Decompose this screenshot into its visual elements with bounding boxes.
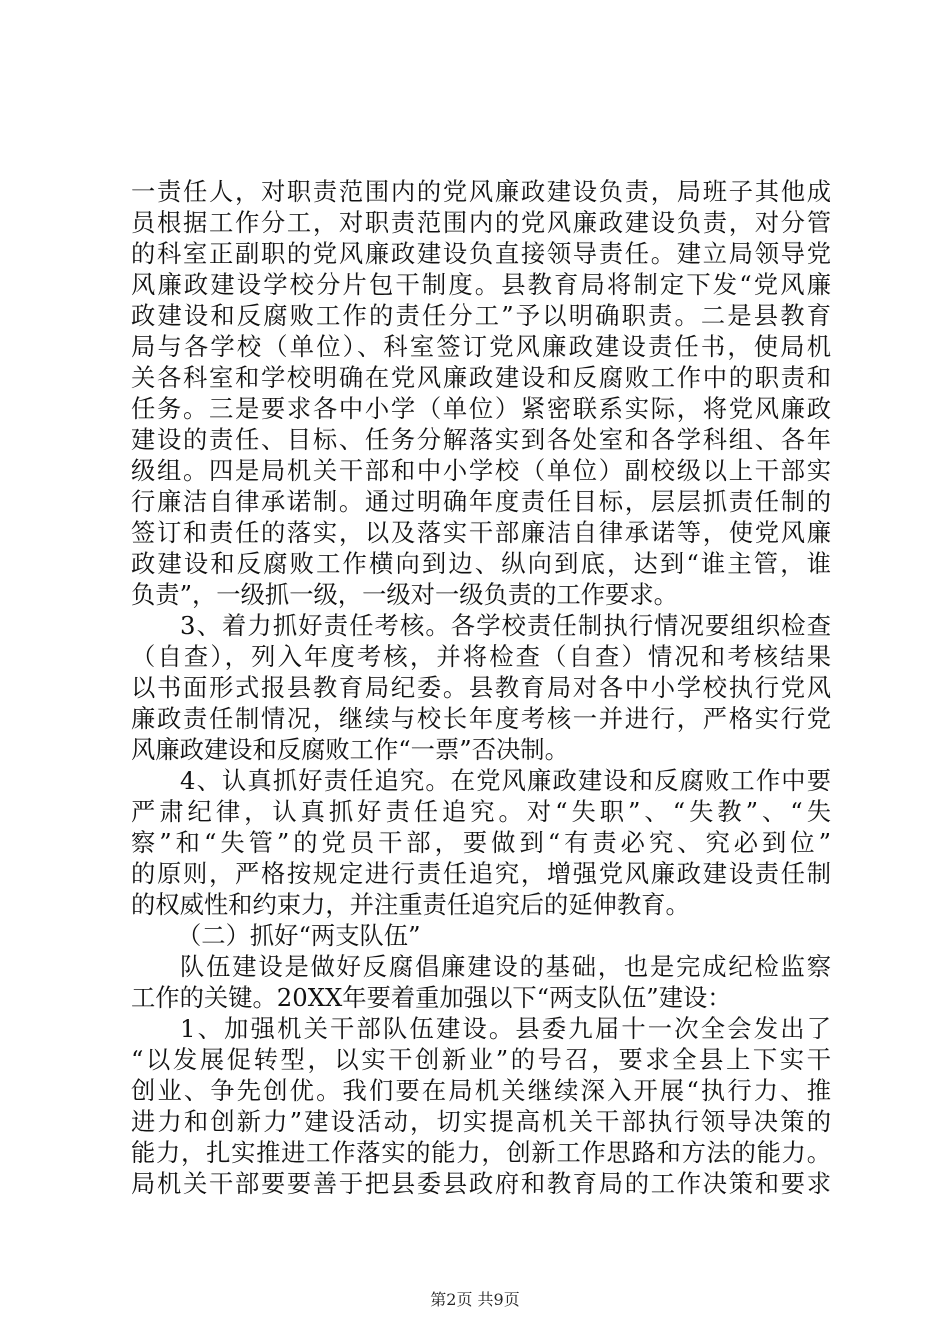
text-line: 局机关干部要要善于把县委县政府和教育局的工作决策和要求 [131,1169,831,1198]
text-line: 级组。四是局机关干部和中小学校（单位）副校级以上干部实 [131,456,831,485]
text-line: 任务。三是要求各中小学（单位）紧密联系实际，将党风廉政 [131,394,831,423]
page-footer: 第2页 共9页 [430,1290,520,1309]
text-line: 队伍建设是做好反腐倡廉建设的基础，也是完成纪检监察 [180,952,831,981]
text-line: 廉政责任制情况，继续与校长年度考核一并进行，严格实行党 [131,704,831,733]
text-line: 关各科室和学校明确在党风廉政建设和反腐败工作中的职责和 [131,363,831,392]
text-line: 的科室正副职的党风廉政建设负直接领导责任。建立局领导党 [131,239,831,268]
body-text [131,176,831,1199]
text-line: 3、着力抓好责任考核。各学校责任制执行情况要组织检查 [180,611,831,640]
text-line: 政建设和反腐败工作的责任分工”予以明确职责。二是县教育 [131,301,831,330]
text-line: 局与各学校（单位）、科室签订党风廉政建设责任书，使局机 [131,332,831,361]
text-line: 的原则，严格按规定进行责任追究，增强党风廉政建设责任制 [131,859,831,888]
text-line: 风廉政建设和反腐败工作“一票”否决制。 [131,735,569,764]
text-line: 政建设和反腐败工作横向到边、纵向到底，达到“谁主管，谁 [131,549,831,578]
text-line: 员根据工作分工，对职责范围内的党风廉政建设负责，对分管 [131,208,831,237]
text-line: 4、认真抓好责任追究。在党风廉政建设和反腐败工作中要 [180,766,831,795]
text-line: 风廉政建设学校分片包干制度。县教育局将制定下发“党风廉 [131,270,831,299]
text-line: 进力和创新力”建设活动，切实提高机关干部执行领导决策的 [131,1107,831,1136]
text-line: 能力，扎实推进工作落实的能力，创新工作思路和方法的能力。 [131,1138,831,1167]
text-line: 的权威性和约束力，并注重责任追究后的延伸教育。 [131,890,690,919]
text-line: 签订和责任的落实，以及落实干部廉洁自律承诺等，使党风廉 [131,518,831,547]
text-line: 一责任人，对职责范围内的党风廉政建设负责，局班子其他成 [131,177,831,206]
text-line: 严肃纪律，认真抓好责任追究。对“失职”、“失教”、“失 [131,797,831,826]
text-line: 行廉洁自律承诺制。通过明确年度责任目标，层层抓责任制的 [131,487,831,516]
text-line: 负责”，一级抓一级，一级对一级负责的工作要求。 [131,580,678,609]
section-heading: （二）抓好“两支队伍” [177,921,421,950]
text-line: “以发展促转型，以实干创新业”的号召，要求全县上下实干 [131,1045,831,1074]
text-line: 创业、争先创优。我们要在局机关继续深入开展“执行力、推 [131,1076,831,1105]
text-line: 1、加强机关干部队伍建设。县委九届十一次全会发出了 [180,1014,831,1043]
text-line: 工作的关键。20XX年要着重加强以下“两支队伍”建设： [131,983,732,1012]
text-line: （自查），列入年度考核，并将检查（自查）情况和考核结果 [131,642,831,671]
text-line: 以书面形式报县教育局纪委。县教育局对各中小学校执行党风 [131,673,831,702]
text-line: 察”和“失管”的党员干部，要做到“有责必究、究必到位” [131,828,831,857]
text-line: 建设的责任、目标、任务分解落实到各处室和各学科组、各年 [131,425,831,454]
